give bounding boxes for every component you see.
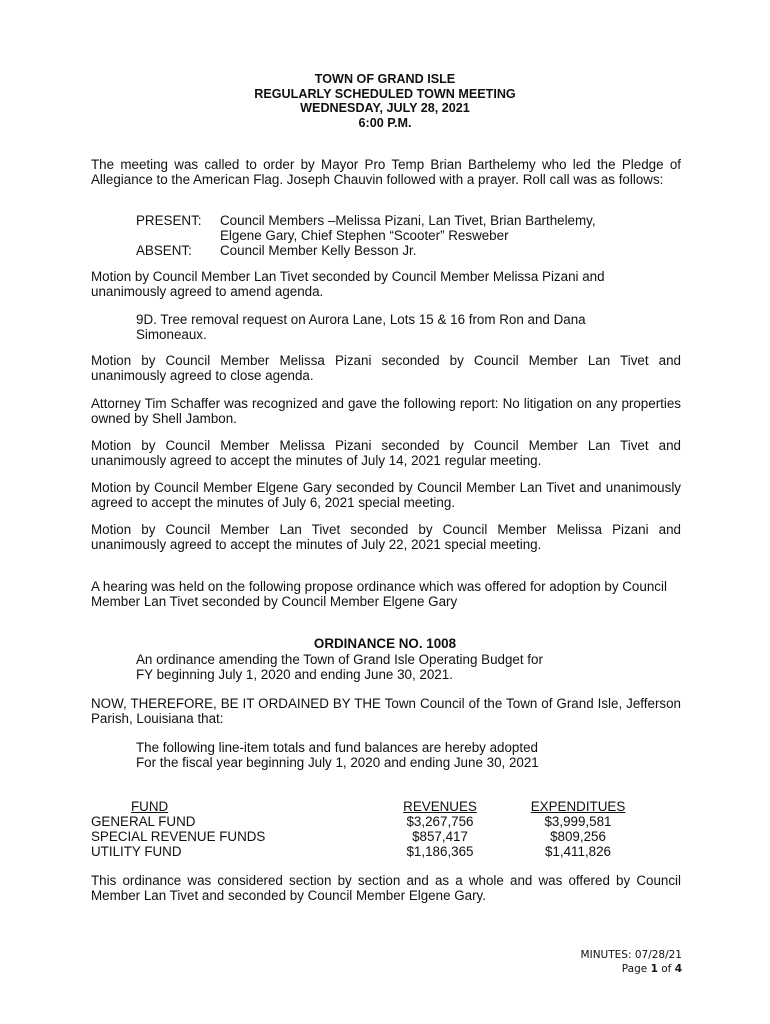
hearing-paragraph [91, 579, 671, 609]
agenda-item-9d [136, 312, 656, 342]
minutes-date-label: MINUTES: 07/28/21 [580, 949, 682, 961]
adoption-line1: The following line-item totals and fund balances are hereby adopted [136, 740, 538, 755]
table-row [91, 814, 633, 829]
revenues-column-header: REVENUES [403, 799, 477, 814]
closing-text: This ordinance was considered section by section and as a whole and was offered by Council Member Lan Tivet and seconded by Council Member Elgene Gary. [91, 873, 681, 903]
total-pages: 4 [674, 963, 682, 975]
motion-minutes-july6-text: Motion by Council Member Elgene Gary seconded by Council Member Lan Tivet and unanimously agreed to accept the minutes of July 6, 2021 special meeting. [91, 480, 681, 510]
fund-revenues: $3,267,756 [406, 814, 474, 829]
fund-name: SPECIAL REVENUE FUNDS [91, 829, 266, 844]
ordained-paragraph [91, 696, 681, 726]
present-row [136, 213, 696, 228]
motion-close-text: Motion by Council Member Melissa Pizani seconded by Council Member Lan Tivet and unanimously agreed to close agenda. [91, 353, 681, 383]
absent-label: ABSENT: [136, 243, 192, 258]
ordinance-title: ORDINANCE NO. 1008 [313, 636, 457, 651]
table-row [91, 829, 633, 844]
fund-expenditures: $3,999,581 [544, 814, 612, 829]
ordinance-desc-line1: An ordinance amending the Town of Grand Isle Operating Budget for [136, 652, 543, 667]
expenditures-column-header: EXPENDITUES [530, 799, 626, 814]
page-number [581, 962, 682, 976]
header-meeting-type: REGULARLY SCHEDULED TOWN MEETING [254, 86, 516, 101]
header-date: WEDNESDAY, JULY 28, 2021 [300, 101, 470, 115]
document-header [0, 72, 770, 130]
fund-name: GENERAL FUND [91, 814, 196, 829]
page-footer [581, 948, 682, 976]
intro-text: The meeting was called to order by Mayor Pro Temp Brian Barthelemy who led the Pledge of Allegiance to the American Flag. Joseph Chauvin followed with a prayer. Roll call was as follows: [91, 157, 681, 187]
agenda-item-text: 9D. Tree removal request on Aurora Lane, Lots 15 & 16 from Ron and Dana Simoneaux. [136, 312, 586, 342]
table-row [91, 844, 633, 859]
present-members-line1: Council Members –Melissa Pizani, Lan Tivet, Brian Barthelemy, [220, 213, 596, 228]
current-page: 1 [650, 963, 658, 975]
hearing-text: A hearing was held on the following propose ordinance which was offered for adoption by Council Member Lan Tivet seconded by Council Member Elgene Gary [91, 579, 667, 609]
fund-expenditures: $1,411,826 [544, 844, 612, 859]
funds-table [91, 799, 633, 859]
closing-paragraph [91, 873, 681, 903]
motion-amend-text: Motion by Council Member Lan Tivet seconded by Council Member Melissa Pizani and unanimously agreed to amend agenda. [91, 269, 605, 299]
motion-minutes-july6 [91, 480, 681, 510]
present-label: PRESENT: [136, 213, 202, 228]
fund-name: UTILITY FUND [91, 844, 182, 859]
ordinance-desc-line2: FY beginning July 1, 2020 and ending June 30, 2021. [136, 667, 453, 682]
attorney-report [91, 396, 681, 426]
ordinance-description [136, 652, 681, 682]
page-word: Page [621, 963, 648, 975]
funds-table-header [91, 799, 633, 814]
intro-paragraph [91, 157, 681, 187]
motion-minutes-july14-text: Motion by Council Member Melissa Pizani seconded by Council Member Lan Tivet and unanimously agreed to accept the minutes of July 14, 2021 regular meeting. [91, 438, 681, 468]
fund-column-header: FUND [131, 799, 169, 814]
header-time: 6:00 P.M. [358, 115, 412, 130]
motion-minutes-july22-text: Motion by Council Member Lan Tivet seconded by Council Member Melissa Pizani and unanimously agreed to accept the minutes of July 22, 2021 special meeting. [91, 522, 681, 552]
motion-close-agenda [91, 353, 681, 383]
motion-minutes-july14 [91, 438, 681, 468]
roll-call [136, 213, 696, 258]
motion-amend-agenda [91, 269, 656, 299]
present-members-line2: Elgene Gary, Chief Stephen “Scooter” Resweber [220, 228, 509, 243]
adoption-statement [136, 740, 681, 770]
absent-members: Council Member Kelly Besson Jr. [220, 243, 417, 258]
of-word: of [661, 963, 672, 975]
motion-minutes-july22 [91, 522, 681, 552]
fund-revenues: $1,186,365 [406, 844, 474, 859]
header-town: TOWN OF GRAND ISLE [314, 72, 456, 86]
adoption-line2: For the fiscal year beginning July 1, 2020 and ending June 30, 2021 [136, 755, 539, 770]
fund-expenditures: $809,256 [550, 829, 606, 844]
fund-revenues: $857,417 [412, 829, 468, 844]
ordained-text: NOW, THEREFORE, BE IT ORDAINED BY THE Town Council of the Town of Grand Isle, Jefferson Parish, Louisiana that: [91, 696, 681, 726]
attorney-report-text: Attorney Tim Schaffer was recognized and gave the following report: No litigation on any properties owned by Shell Jambon. [91, 396, 681, 426]
absent-row [136, 243, 696, 258]
